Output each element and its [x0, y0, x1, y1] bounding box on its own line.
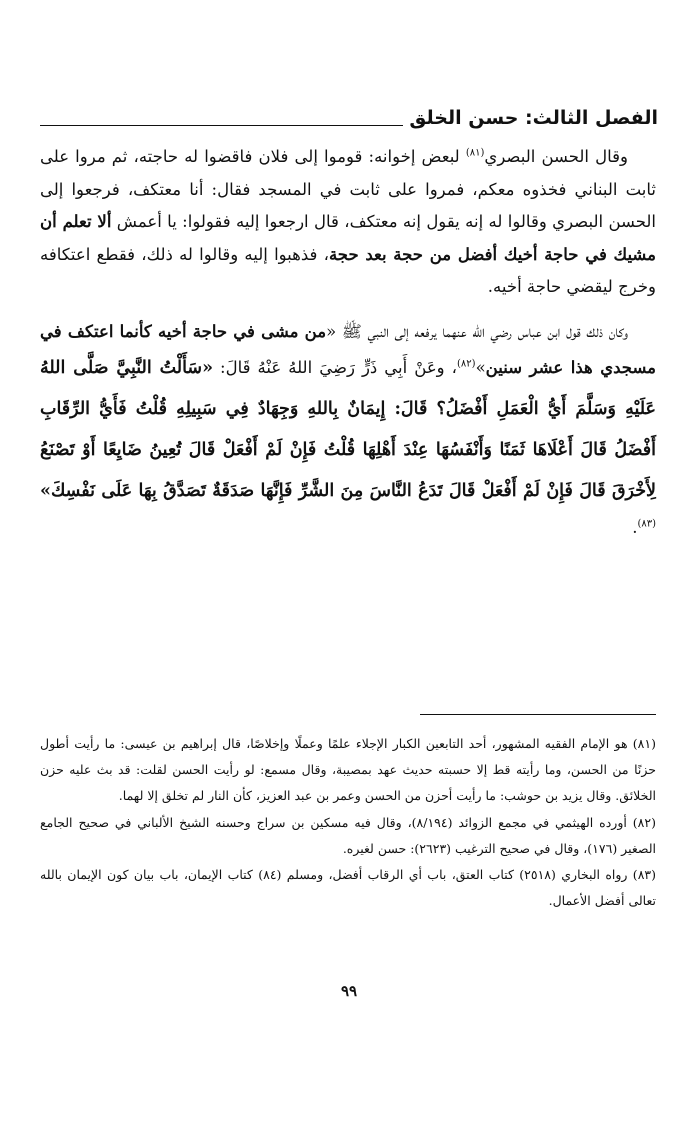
footnotes	[40, 731, 656, 914]
footnote-separator	[420, 714, 656, 715]
paragraph-2	[40, 316, 656, 545]
main-text	[40, 141, 656, 545]
text-run: لبعض إخوانه: قوموا إلى فلان فاقضوا له حاجته، ثم مروا على ثابت البناني فخذوه معكم، فمروا على ثابت في المسجد فقال: أنا معتكف، فرجعوا إلى الحسن البصري وقالوا له إنه يقول إنه معتكف، قال ارجعوا إليه فقولوا: يا أعمش	[40, 147, 656, 231]
footnote-ref-81[interactable]: (٨١)	[465, 147, 485, 159]
page-number: ٩٩	[340, 982, 358, 1000]
text-run: وقال الحسن البصري	[484, 147, 628, 166]
text-run: »	[475, 358, 486, 377]
chapter-title: الفصل الثالث: حسن الخلق	[409, 107, 658, 129]
text-run: ، وعَنْ أَبِي ذَرٍّ رَضِيَ اللهُ عَنْهُ قَالَ:	[213, 358, 457, 377]
header-rule	[40, 125, 403, 126]
text-run: وكان ذلك قول ابن عباس رضي الله عنهما يرفعه إلى النبي ﷺ «	[326, 321, 628, 341]
footnote-ref-83[interactable]: (٨٣)	[637, 518, 656, 530]
running-header	[40, 104, 658, 130]
footnote-ref-82[interactable]: (٨٢)	[457, 358, 476, 370]
hadith-text: «سَأَلْتُ النَّبِيَّ صَلَّى اللهُ عَلَيْهِ وَسَلَّمَ أَيُّ الْعَمَلِ أَفْضَلُ؟ قَالَ: إِيمَانٌ بِاللهِ وَجِهَادٌ فِي سَبِيلِهِ قُلْتُ فَأَيُّ الرِّقَابِ أَفْضَلُ قَالَ أَعْلَاهَا ثَمَنًا وَأَنْفَسُهَا عِنْدَ أَهْلِهَا قُلْتُ فَإِنْ لَمْ أَفْعَلْ قَالَ تُعِينُ ضَايِعًا أَوْ تَصْنَعُ لِأَخْرَقَ قَالَ فَإِنْ لَمْ أَفْعَلْ قَالَ تَدَعُ النَّاسَ مِنَ الشَّرِّ فَإِنَّهَا صَدَقَةٌ تَصَدَّقُ بِهَا عَلَى نَفْسِكَ»	[40, 358, 656, 501]
bold-quote: ألا تعلم أن مشيك في حاجة أخيك أفضل من حجة بعد حجة	[40, 212, 656, 264]
footnote-82: (٨٢) أورده الهيثمي في مجمع الزوائد (٨/١٩٤)، وقال فيه مسكين بن سراج وحسنه الشيخ الألباني في صحيح الجامع الصغير (١٧٦)، وقال في صحيح الترغيب (٢٦٢٣): حسن لغيره.	[40, 814, 656, 856]
footnote-81: (٨١) هو الإمام الفقيه المشهور، أحد التابعين الكبار الإجلاء علمًا وعملًا وإخلاصًا، قال إبراهيم بن عيسى: ما رأيت أطول حزنًا من الحسن، وما رأيته قط إلا حسبته حديث عهد بمصيبة، وقال مسمع: لو رأيت الحسن لقلت: قد بث عليه حزن الخلائق. وقال يزيد بن حوشب: ما رأيت أحزن من الحسن وعمر بن عبد العزيز، كأن النار لم تخلق إلا لهما.	[40, 736, 656, 804]
paragraph-1	[40, 141, 656, 304]
footnote-83: (٨٣) رواه البخاري (٢٥١٨) كتاب العتق، باب أي الرقاب أفضل، ومسلم (٨٤) كتاب الإيمان، باب بيان كون الإيمان بالله تعالى أفضل الأعمال.	[40, 867, 657, 909]
text-run: .	[632, 518, 638, 537]
text-run: ، فذهبوا إليه وقالوا له ذلك، فقطع اعتكافه وخرج ليقضي حاجة أخيه.	[40, 244, 656, 296]
bold-quote: من مشى في حاجة أخيه كأنما اعتكف في مسجدي هذا عشر سنين	[40, 321, 656, 377]
